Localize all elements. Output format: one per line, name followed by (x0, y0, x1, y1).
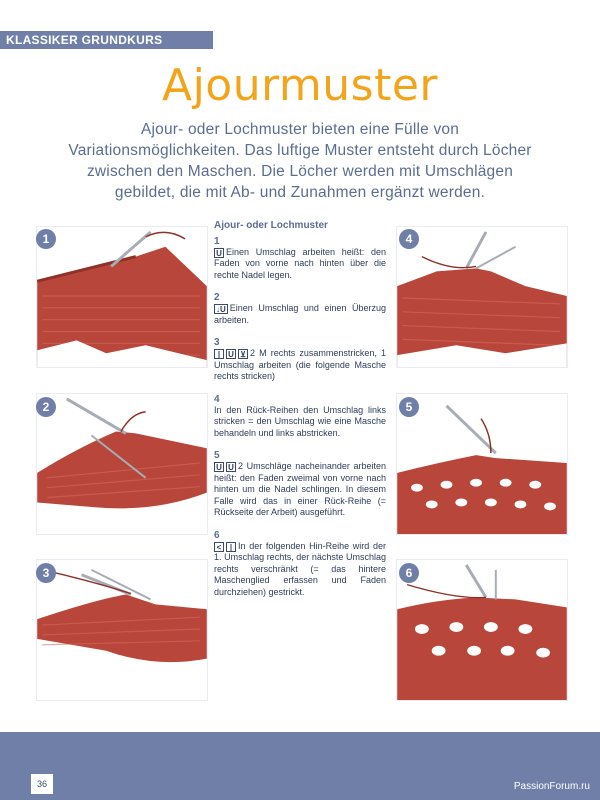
step-number: 3 (214, 337, 220, 348)
knitting-illustration-2 (37, 394, 207, 534)
knitting-photo-4 (396, 226, 568, 368)
stitch-symbol: ↓U (216, 305, 226, 314)
stitch-symbol: < (214, 542, 224, 552)
instruction-step-4 (214, 394, 386, 440)
step-text: In der folgenden Hin-Reihe wird der 1. Umschlag rechts, der nächste Umschlag rechts verschränkt (= das hintere Maschenglied erfassen und Faden durchziehen) gestrickt. (214, 540, 386, 597)
photo-badge-6: 6 (399, 563, 419, 583)
page-title: Ajourmuster (161, 60, 439, 111)
stitch-symbol: | (226, 542, 236, 552)
knitting-illustration-3 (37, 560, 207, 700)
step-text: In den Rück-Reihen den Umschlag links stricken = den Umschlag wie eine Masche behandeln und links abstricken. (214, 404, 386, 438)
step-text: 2 Umschläge nacheinander arbeiten heißt: den Faden zweimal von vorne nach hinten um die Nadel schlingen. In diesem Falle wird das in einer Rück-Reihe (= Rückseite der Arbeit) ausgeführt. (214, 461, 386, 517)
instruction-step-2 (214, 292, 386, 326)
knitting-illustration-4 (397, 227, 567, 367)
stitch-symbol: ⊻ (238, 349, 248, 359)
knitting-photo-1 (36, 226, 208, 368)
photo-badge-1: 1 (36, 229, 56, 249)
instruction-step-5 (214, 450, 386, 519)
stitch-symbol: U (214, 248, 224, 258)
instruction-step-3 (214, 337, 386, 383)
instructions-panel (214, 220, 386, 609)
instruction-step-1 (214, 236, 386, 282)
step-number: 4 (214, 393, 220, 405)
stitch-symbol: U (214, 462, 224, 472)
stitch-symbol: U (226, 349, 236, 359)
step-number: 1 (214, 235, 220, 247)
knitting-photo-2 (36, 393, 208, 535)
intro-paragraph: Ajour- oder Lochmuster bieten eine Fülle von Variationsmöglichkeiten. Das luftige Muster entsteht durch Löcher zwischen den Maschen. Die Löcher werden mit Umschlägen gebildet, die mit Ab- und Zunahmen ergänzt werden. (68, 121, 532, 201)
photo-badge-5: 5 (399, 397, 419, 417)
section-label: KLASSIKER GRUNDKURS (0, 31, 213, 49)
knitting-illustration-1 (37, 227, 207, 367)
knitting-photo-6 (396, 559, 568, 701)
step-number: 6 (214, 529, 220, 541)
photo-badge-3: 3 (36, 563, 56, 583)
step-number: 5 (214, 450, 220, 461)
photo-badge-4: 4 (399, 229, 419, 249)
photo-badge-2: 2 (36, 397, 56, 417)
watermark: PassionForum.ru (513, 781, 590, 792)
knitting-illustration-5 (397, 394, 567, 534)
stitch-symbol: | (214, 349, 224, 359)
knitting-photo-5 (396, 393, 568, 535)
knitting-illustration-6 (397, 560, 567, 700)
instructions-heading: Ajour- oder Lochmuster (214, 220, 328, 231)
stitch-symbol: U (226, 462, 236, 472)
footer-band (0, 732, 600, 800)
page-number: 36 (31, 774, 53, 794)
instruction-step-6 (214, 530, 386, 599)
step-number: 2 (214, 292, 220, 303)
step-text: Einen Umschlag arbeiten heißt: den Faden von vorne nach hinten über die rechte Nadel legen. (214, 246, 386, 280)
step-text: 2 M rechts zusammenstricken, 1 Umschlag arbeiten (die folgende Masche rechts stricken) (214, 348, 386, 381)
step-text: Einen Umschlag und einen Überzug arbeiten. (214, 303, 386, 325)
knitting-photo-3 (36, 559, 208, 701)
